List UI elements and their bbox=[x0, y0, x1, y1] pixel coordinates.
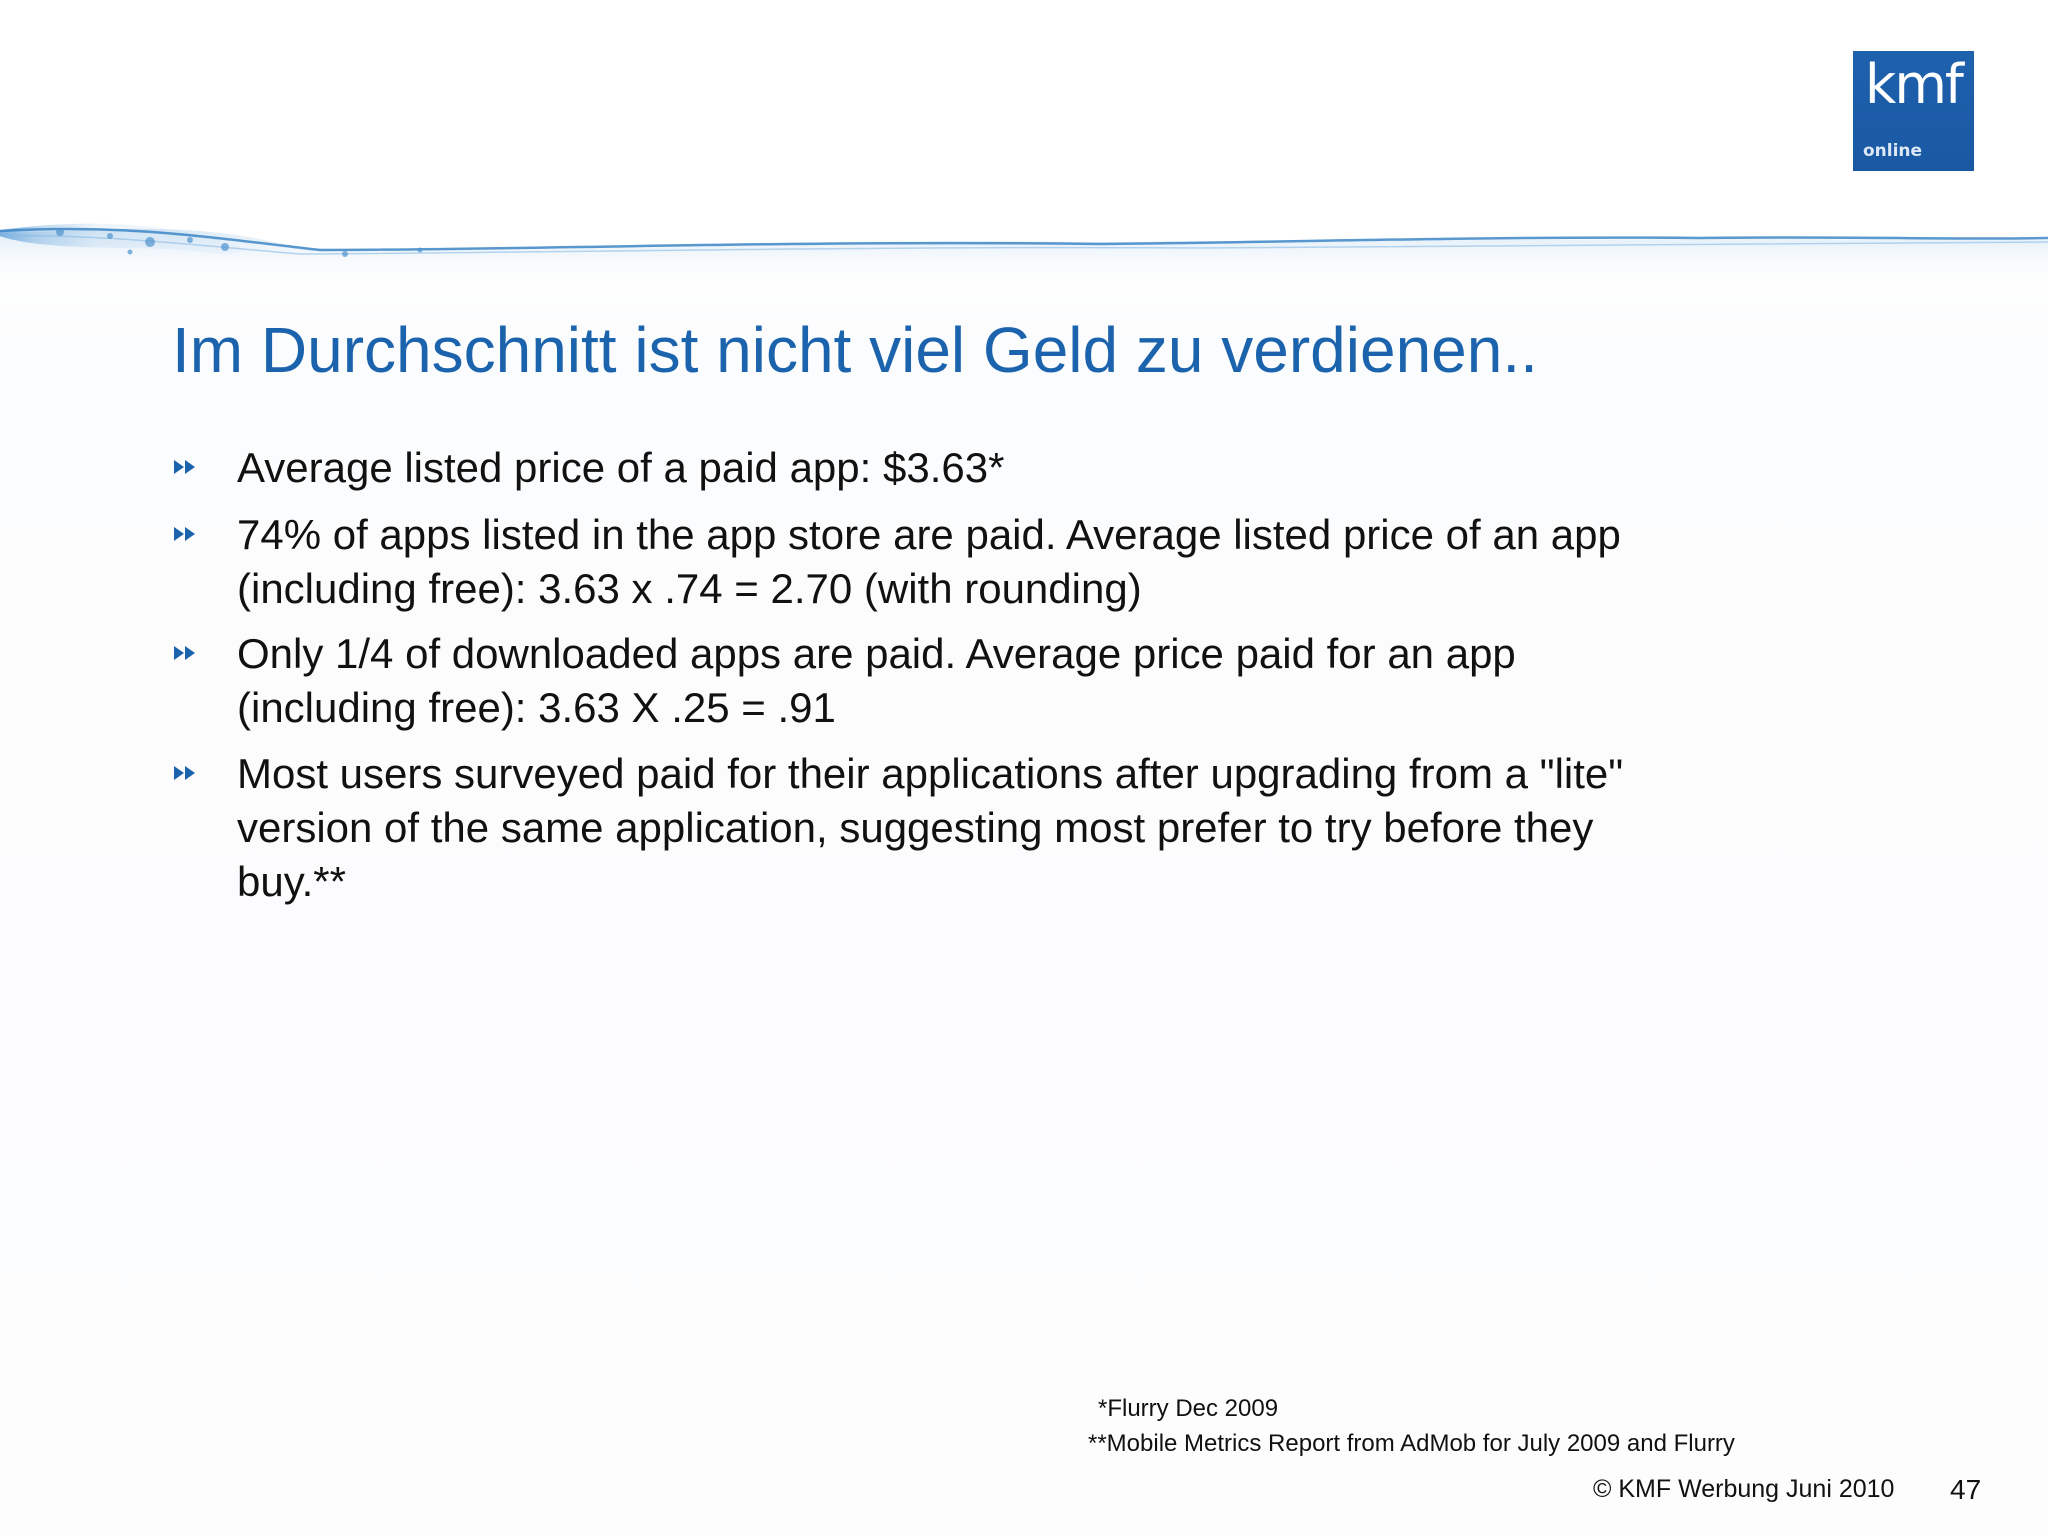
bullet-text: Only 1/4 of downloaded apps are paid. Average price paid for an app (including free): 3.63 X .25 = .91 bbox=[237, 630, 1516, 731]
kmf-online-logo bbox=[1853, 51, 1974, 171]
double-arrow-icon bbox=[174, 766, 198, 780]
bullet-text: Most users surveyed paid for their applications after upgrading from a "lite" version of the same application, suggesting most prefer to try before they buy.** bbox=[237, 750, 1624, 905]
bullet-text: 74% of apps listed in the app store are paid. Average listed price of an app (including free): 3.63 x .74 = 2.70 (with rounding) bbox=[237, 511, 1621, 612]
slide-title: Im Durchschnitt ist nicht viel Geld zu verdienen.. bbox=[172, 314, 1538, 386]
footnote-flurry: *Flurry Dec 2009 bbox=[1098, 1395, 1279, 1422]
bullet-text: Average listed price of a paid app: $3.63* bbox=[237, 444, 1005, 491]
water-wave-decoration bbox=[0, 200, 2048, 290]
logo-text: kmf bbox=[1865, 53, 1962, 116]
logo-subtext: online bbox=[1863, 141, 1923, 161]
double-arrow-icon bbox=[174, 646, 198, 660]
double-arrow-icon bbox=[174, 527, 198, 541]
double-arrow-icon bbox=[174, 460, 198, 474]
footnote-admob: **Mobile Metrics Report from AdMob for July 2009 and Flurry bbox=[1088, 1430, 1735, 1457]
page-number: 47 bbox=[1950, 1474, 1982, 1505]
copyright-text: © KMF Werbung Juni 2010 bbox=[1593, 1475, 1895, 1503]
